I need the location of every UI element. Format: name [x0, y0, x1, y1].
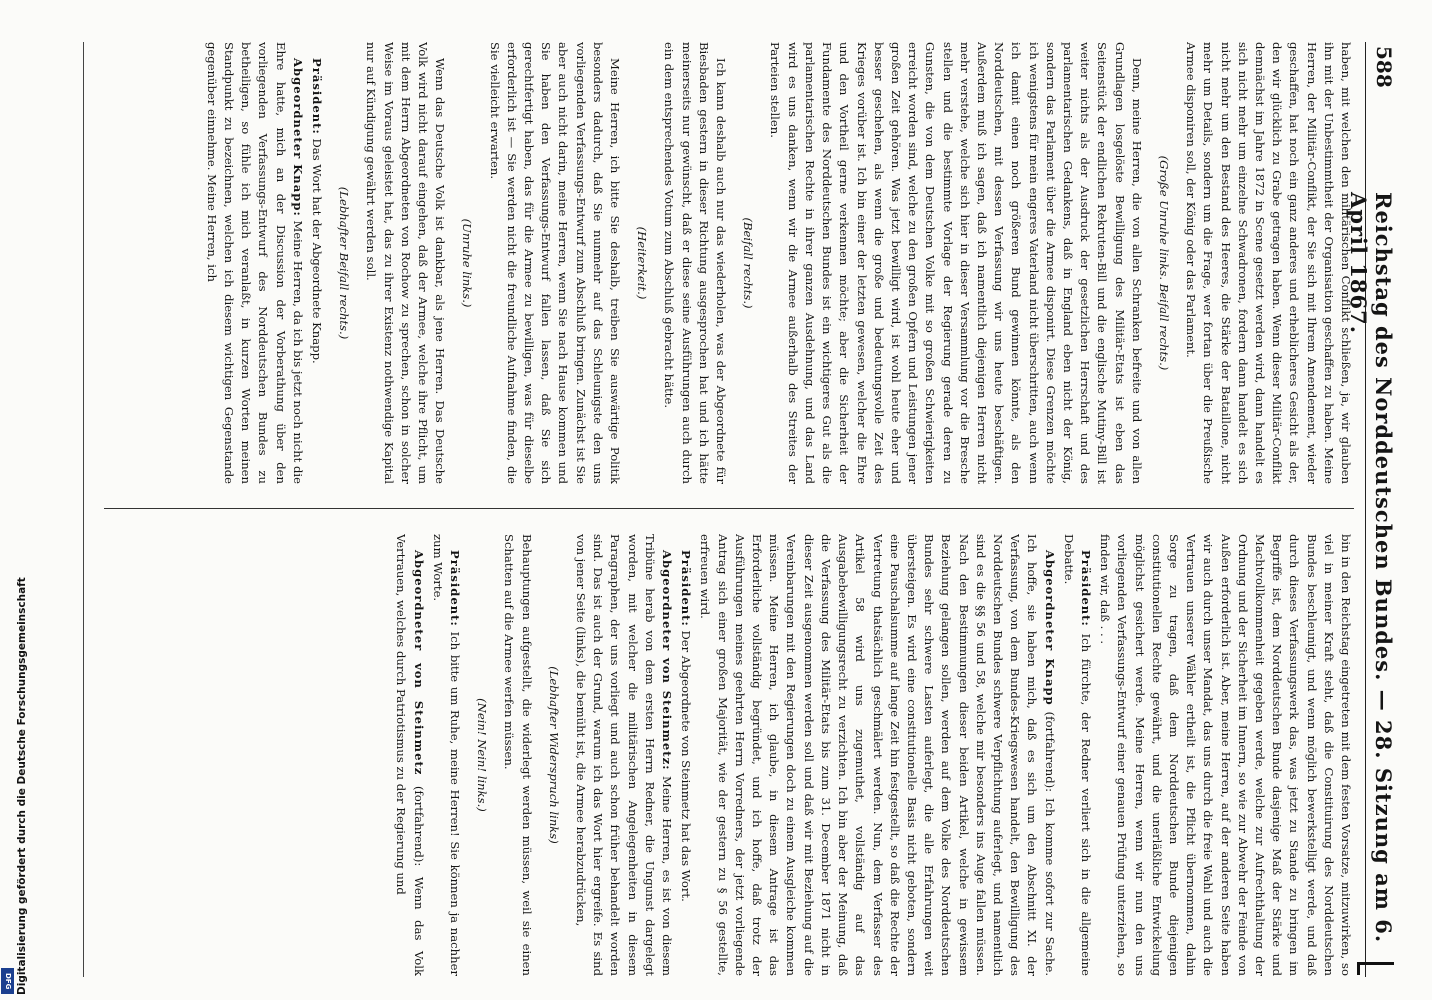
reaction-note: (Nein! Nein! links.): [475, 698, 490, 812]
page-corner-mark: [1357, 962, 1394, 975]
speaker-label: Präsident:: [1078, 550, 1093, 627]
reaction-note: (Lebhafter Widerspruch links): [546, 666, 561, 844]
president-statement: [677, 534, 694, 976]
president-statement: [308, 42, 325, 484]
speaker-statement: [696, 534, 1057, 976]
text-column-right: [84, 534, 1354, 976]
running-head: [1346, 42, 1400, 977]
paragraph: Wenn das Deutsche Volk ist dankbar, als jene Herren. Das Deutsche Volk wird nicht darauf eingehen, daß der Armee, welche ihre Pflicht, um mit dem Herrn Abgeordneten von Rochow zu sprechen, schon in solcher Weise im Voraus geleistet hat, das zu ihrer Existenz nothwendige Kapital nur auf Kündigung gewährt werden soll.: [364, 42, 448, 484]
speaker-statement: [392, 534, 426, 976]
reaction-note: (Beifall rechts.): [741, 217, 756, 309]
statement-text: (fortfahrend): Wenn das Volk Vertrauen, welches durch Patriotismus zu der Regierung und: [394, 534, 426, 976]
column-divider: [104, 508, 1354, 509]
president-statement: [429, 534, 463, 976]
statement-text: Meine Herren, da ich bis jetzt noch nicht die Ehre hatte, mich an der Discussion der Vorberathung über den vorliegenden Verfassungs-Entwurf des Norddeutschen Bundes zu betheiligen, so fühle ich mich veranlaßt, in kurzen Worten meinen Standpunkt zu bezeichnen, welchen ich diesem wichtigen Gegenstande gegenüber einnehme. Meine Herren, ich: [204, 42, 305, 484]
rotated-printed-page: [70, 42, 1400, 977]
statement-text: (fortfahrend): Ich komme sofort zur Sache. Ich hoffe, sie haben mich, daß es sich um den Abschnitt XI. der Verfassung, von dem Bundes-Kriegswesen handelt, den Bewilligung des Norddeutschen Bundes schwere Verpflichtung auferlegt, und namentlich sind es die §§ 56 und 58, welche mir besonders ins Auge fallen müssen. Nach den Bestimmungen dieser beiden Artikel, welche in gewissem Beziehung gelangen sollen, werden auf dem Volke des Norddeutschen Bundes sehr schwere Lasten auferlegt, die alle Erfahrungen weit übersteigen. Es wird eine constitutionelle Basis nicht geboten, sondern eine Pauschalsumme auf lange Zeit hin festgestellt, so daß die Rechte der Vertretung thatsächlich geschmälert werden. Nun, dem Verfasser des Artikel 58 wird uns zugemuthet, vollständig auf das Ausgabebewilligungsrecht zu verzichten. Ich bin aber der Meinung, daß die Verfassung des Militär-Etats bis zum 31. December 1871 nicht in dieser Zeit ausgenommen werden soll und daß wir mit Beziehung auf die Vereinbarungen mit den Regierungen doch zu einem Ausgleiche kommen müssen. Meine Herren, ich glaube, in diesem Antrage ist das Erforderliche vollständig begründet, und ich hoffe, daß trotz der Ausführungen meines geehrten Herrn Vorredners, der jetzt vorliegende Antrag sich einer großen Majorität, wie der gestern zu § 56 gestellte, erfreuen wird.: [698, 534, 1057, 976]
paragraph: Ich kann deshalb auch nur das wiederholen, was der Abgeordnete für Biesbaden gestern in dieser Richtung ausgesprochen hat und ich hätte meinerseits nur gewünscht, daß er diese seine Ausführungen auch durch ein dem entsprechendes Votum zum Abschluß gebracht hätte.: [662, 42, 729, 484]
speaker-label: Abgeordneter Knapp: [1042, 550, 1057, 706]
text-column-left: [84, 42, 1354, 484]
speaker-label: Präsident:: [679, 550, 694, 627]
reaction-note: (Heiterkeit.): [635, 226, 650, 300]
speaker-statement: [203, 42, 306, 484]
reaction-note: (Große Unruhe links. Beifall rechts.): [1156, 155, 1171, 371]
reaction-note: (Lebhafter Beifall rechts.): [337, 186, 352, 340]
paragraph: Meine Herren, ich bitte Sie deshalb, treiben Sie auswärtige Politik besonders dadurch, daß Sie nunmehr auf das Schleunigste den uns vorliegenden Verfassungs-Entwurf zum Abschluß bringen. Zunächst ist Sie aber auch nicht darin, meine Herren, wenn Sie nach Hause kommen und Sie haben den Verfassungs-Entwurf fallen lassen, daß Sie sich gerechtfertigt haben, das für die Armee zu bewilligen, was für dieselbe erforderlich ist — Sie werden nicht die freundliche Aufnahme finden, die Sie vielleicht erwarten.: [487, 42, 623, 484]
president-statement: [1060, 534, 1094, 976]
paragraph: haben, mit welchen den militärischen Conflikt schließen, ja, wir glauben ihn mit der Unbestimmtheit der Organisation geschaffen zu haben. Meine Herren, der Militär-Conflikt, der Sie sich mit Ihrem Amendement, wieder geschaffen, hat noch ein ganz anderes und erheblicheres Gesicht als der, den wir glücklich zu Grabe getragen haben. Wenn dieser Militär-Conflikt demnächst im Jahre 1872 in Scene gesetzt werden wird, dann handelt es sich nicht mehr um einzelne Schwadronen, fordern dann handelt es sich nicht mehr um den Bestand des Heeres, die Stärke der Bataillone, nicht mehr um Details, sondern um die Frage, wer fortan über die Preußische Armee disponiren soll, der König oder das Parlament.: [1184, 42, 1353, 484]
paragraph: bin in den Reichstag eingetreten mit dem festen Vorsatze, mitzuwirken, so viel in meiner Kraft steht, daß die Constituirung des Norddeutschen Bundes beschleunigt, und wenn möglich bewerkstelligt werde, und daß durch dieses Verfassungswerk das, was jetzt zu Stande zu bringen im Begriffe ist, dem Norddeutschen Bunde dasjenige Maß der Stärke und Machtvollkommenheit gegeben werde, welche zur Aufrechthaltung der Ordnung und der Sicherheit im Innern, so wie zur Abwehr der Feinde von Außen erforderlich ist. Aber, meine Herren, auf der anderen Seite haben wir auch durch unser Mandat, das uns durch die freie Wahl und auch die Vertrauen unserer Wähler ertheilt ist, die Pflicht übernommen, dahin Sorge zu tragen, daß dem Norddeutschen Bunde diejenigen constitutionellen Rechte gewährt, und die unerläßliche Entwickelung möglichst gesichert werde. Meine Herren, wenn wir nun den uns vorliegenden Verfassungs-Entwurf einer genauen Prüfung unterziehen, so finden wir, daß . . .: [1098, 534, 1353, 976]
paragraph: Behauptungen aufgestellt, die widerlegt werden müssen, weil sie einen Schatten auf die Armee werfen müssen.: [502, 534, 534, 976]
statement-text: Das Wort hat der Abgeordnete Knapp.: [310, 138, 325, 364]
statement-text: Ich bitte um Ruhe, meine Herren! Sie können ja nachher zum Worte.: [430, 534, 463, 976]
digitization-credit: Digitalisierung gefördert durch die Deutsche Forschungsgemeinschaft: [16, 577, 28, 995]
statement-text: Der Abgeordnete von Steinmetz hat das Wort.: [679, 630, 694, 902]
page-number: 588: [1372, 46, 1396, 88]
paragraph: Denn, meine Herren, die von allen Schranken befreite und von allen Grundlagen losgelöste Bewilligung des Militär-Etats ist eben das Seitenstück der endlichen Rekruten-Bill und die englische Mutiny-Bill ist weiter nichts als der Ausdruck der gesetzlichen Herrschaft und des parlamentarischen Gedankens, daß in England eben nicht der König, sondern das Parlament über die Armee disponirt. Diese Grenzen möchte ich wenigstens für mein engeres Vaterland nicht überschritten, auch wenn ich damit einen noch größeren Bund gewinnen könnte, als den Norddeutschen, mit dessen Verfassung wir uns heute beschäftigen. Außerdem muß ich sagen, daß ich namentlich diejenigen Herren nicht mehr verstehe, welche sich hier in dieser Versammlung vor die Bresche stellen und die bestimmte Vorlage der Regierung gerade deren zu Gunsten, die von dem Deutschen Volke mit so großen Schwierigkeiten erreicht worden sind, welche zu den großen Opfern und Leistungen jener großen Zeit gehören. Was jetzt bewilligt wird, ist wohl heute eher und besser geschehen, als wenn die große und bedeutungsvolle Zeit des Krieges vorüber ist. Ich bin einer der letzten gewesen, welcher die Ehre und den Vortheil gerne verkennen möchte; aber die Sicherheit der Fundamente des Norddeutschen Bundes ist ein wichtigeres Gut als die parlamentarischen Rechte in ihrer ganzen Ausdehnung, und das Land wird es uns danken, wenn wir die Armee außerhalb des Streites der Parteien stellen.: [768, 42, 1144, 484]
speaker-statement: [572, 534, 675, 976]
footer-rule: [83, 42, 84, 977]
dfg-logo-icon: DFG: [1, 968, 14, 994]
statement-text: Ich fürchte, der Redner verliert sich in die allgemeine Debatte.: [1061, 534, 1093, 976]
speaker-label: Präsident:: [448, 550, 463, 627]
reaction-note: (Unruhe links.): [460, 218, 475, 308]
running-title: Reichstag des Norddeutschen Bundes. — 28. Sitzung am 6. April 1867.: [1346, 192, 1396, 944]
speaker-label: Präsident:: [310, 58, 325, 135]
speaker-label: Abgeordneter Knapp:: [290, 58, 305, 217]
statement-text: Meine Herren, es ist von diesem Tribüne herab von dem ersten Herrn Redner, die Ungunst dargelegt worden, mit welcher die militärischen Angelegenheiten in diesem Paragraphen, der uns vorliegt und auch schon früher behandelt worden sind. Das ist auch der Grund, warum ich das Wort hier ergreife. Es sind von jener Seite (links), die bemüht ist, die Armee herabzudrücken,: [574, 534, 675, 976]
speaker-label: Abgeordneter von Steinmetz: [411, 550, 426, 776]
speaker-label: Abgeordneter von Steinmetz:: [660, 550, 675, 771]
